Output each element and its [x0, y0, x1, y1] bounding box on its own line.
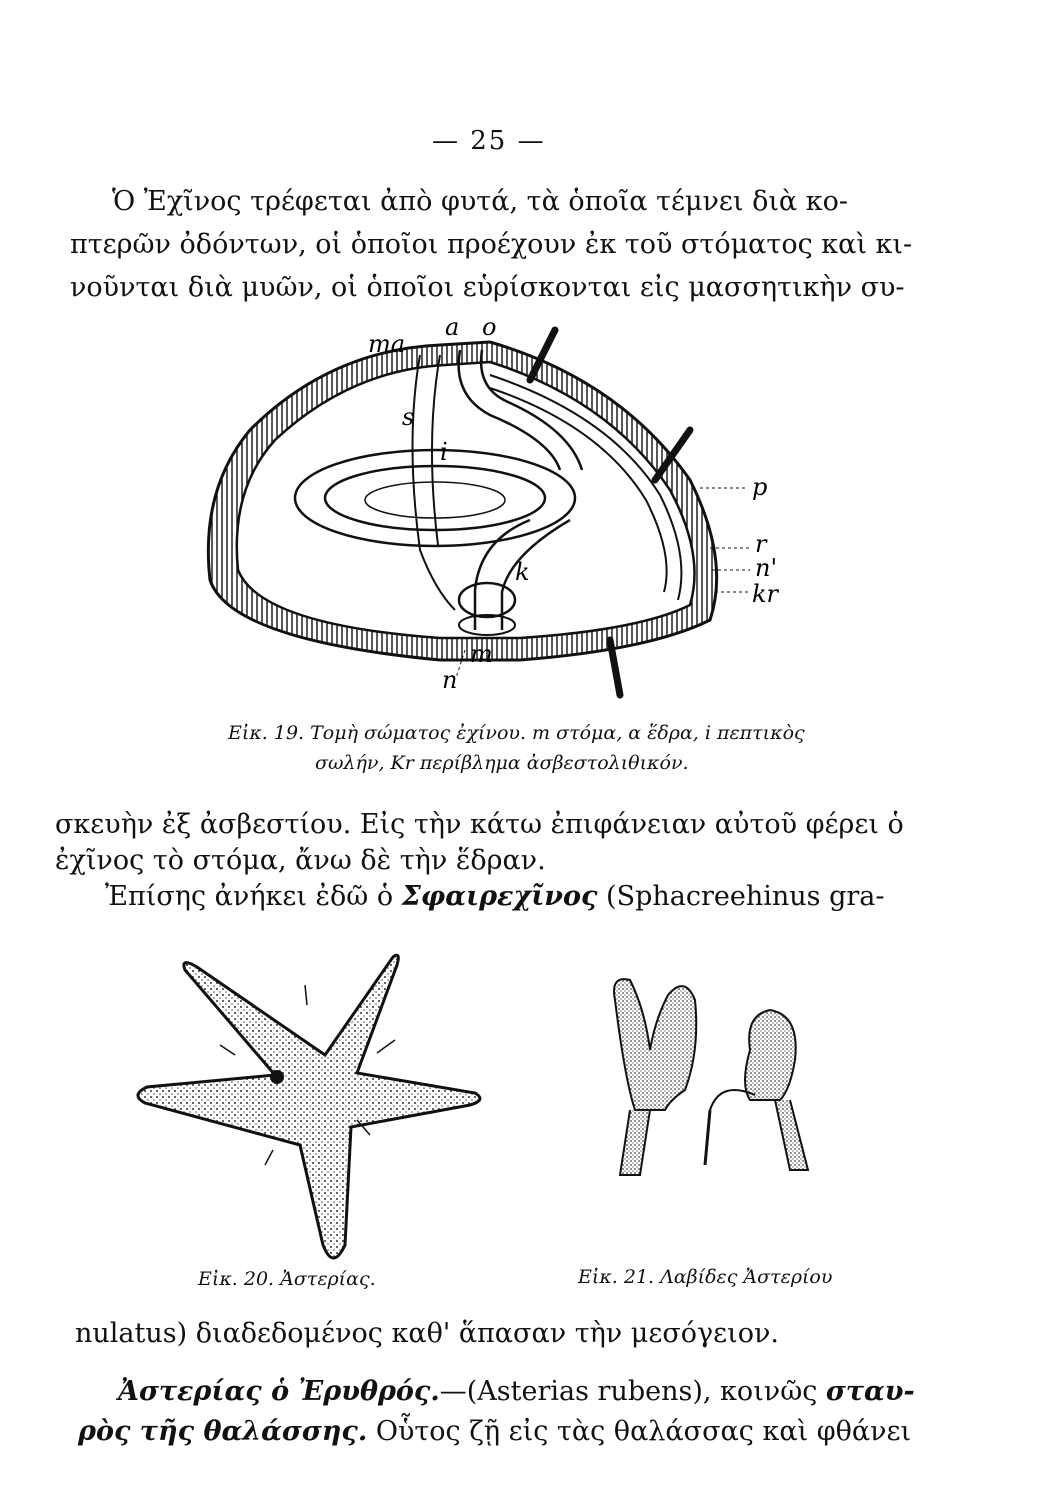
text-run: Οὗτος ζῇ εἰς τὰς θαλάσσας καὶ φθάνει [367, 1416, 912, 1447]
fig19-label: o [482, 313, 497, 341]
madreporite [270, 1070, 284, 1084]
text-line: Ὁ Ἐχῖνος τρέφεται ἀπὸ φυτά, τὰ ὁποῖα τέμνει διὰ κο- [112, 186, 849, 217]
fig21-caption: Εἰκ. 21. Λαβίδες Ἀστερίου [578, 1266, 833, 1288]
figure-19-urchin-section [190, 313, 810, 710]
pedicellaria-open [614, 979, 696, 1110]
text-run: Ἐπίσης ἀνήκει ἐδῶ ὁ [105, 881, 402, 912]
paragraph-4: nulatus) διαδεδομένος καθ' ἅπασαν τὴν μεσόγειον. [75, 1318, 779, 1349]
figure-20-starfish [125, 945, 495, 1275]
common-name: σταυ- [825, 1376, 915, 1407]
paragraph-3 [105, 877, 925, 917]
starfish-body [138, 955, 480, 1258]
fig19-label: r [755, 530, 767, 558]
common-name: ρὸς τῆς θαλάσσης. [78, 1416, 368, 1447]
species-name: Σφαιρεχῖνος [401, 881, 598, 912]
figure-21-pedicellariae [590, 960, 830, 1200]
fig19-label: n [442, 666, 458, 694]
pedicellaria-closed [745, 1010, 796, 1100]
fig19-label: m [470, 640, 493, 668]
page-number: — 25 — [432, 126, 546, 156]
fig19-label: s [402, 403, 415, 431]
text-line: ἐχῖνος τὸ στόμα, ἄνω δὲ τὴν ἕδραν. [55, 845, 546, 876]
fig19-label: i [440, 438, 448, 466]
text-run: (Sphacreehinus gra- [597, 881, 885, 912]
text-line: σκευὴν ἐξ ἀσβεστίου. Εἰς τὴν κάτω ἐπιφάνειαν αὐτοῦ φέρει ὁ [55, 809, 904, 840]
em-dash: — [439, 1376, 467, 1407]
paragraph-5 [78, 1372, 978, 1462]
fig19-label: k [515, 558, 530, 586]
paragraph-2 [55, 805, 975, 885]
text-run: (Asterias rubens), κοινῶς [466, 1376, 826, 1407]
fig20-caption: Εἰκ. 20. Ἀστερίας. [198, 1268, 376, 1290]
text-line: νοῦνται διὰ μυῶν, οἱ ὁποῖοι εὑρίσκονται εἰς μασσητικὴν συ- [70, 272, 905, 303]
fig19-label: p [752, 473, 768, 501]
fig19-caption-line2: σωλήν, Kr περίβλημα ἀσβεστολιθικόν. [315, 752, 689, 774]
fig19-label: kr [752, 580, 779, 608]
fig19-caption-line1: Εἰκ. 19. Τομὴ σώματος ἐχίνου. m στόμα, α ἕδρα, i πεπτικὸς [228, 722, 805, 744]
fig19-label: ma [368, 330, 406, 358]
fig19-label: n' [755, 554, 778, 582]
text-line: πτερῶν ὀδόντων, οἱ ὁποῖοι προέχουν ἐκ τοῦ στόματος καὶ κι- [70, 229, 913, 260]
fig19-label: a [445, 313, 460, 341]
species-heading: Ἀστερίας ὁ Ἐρυθρός. [118, 1376, 440, 1407]
paragraph-1 [70, 182, 970, 302]
